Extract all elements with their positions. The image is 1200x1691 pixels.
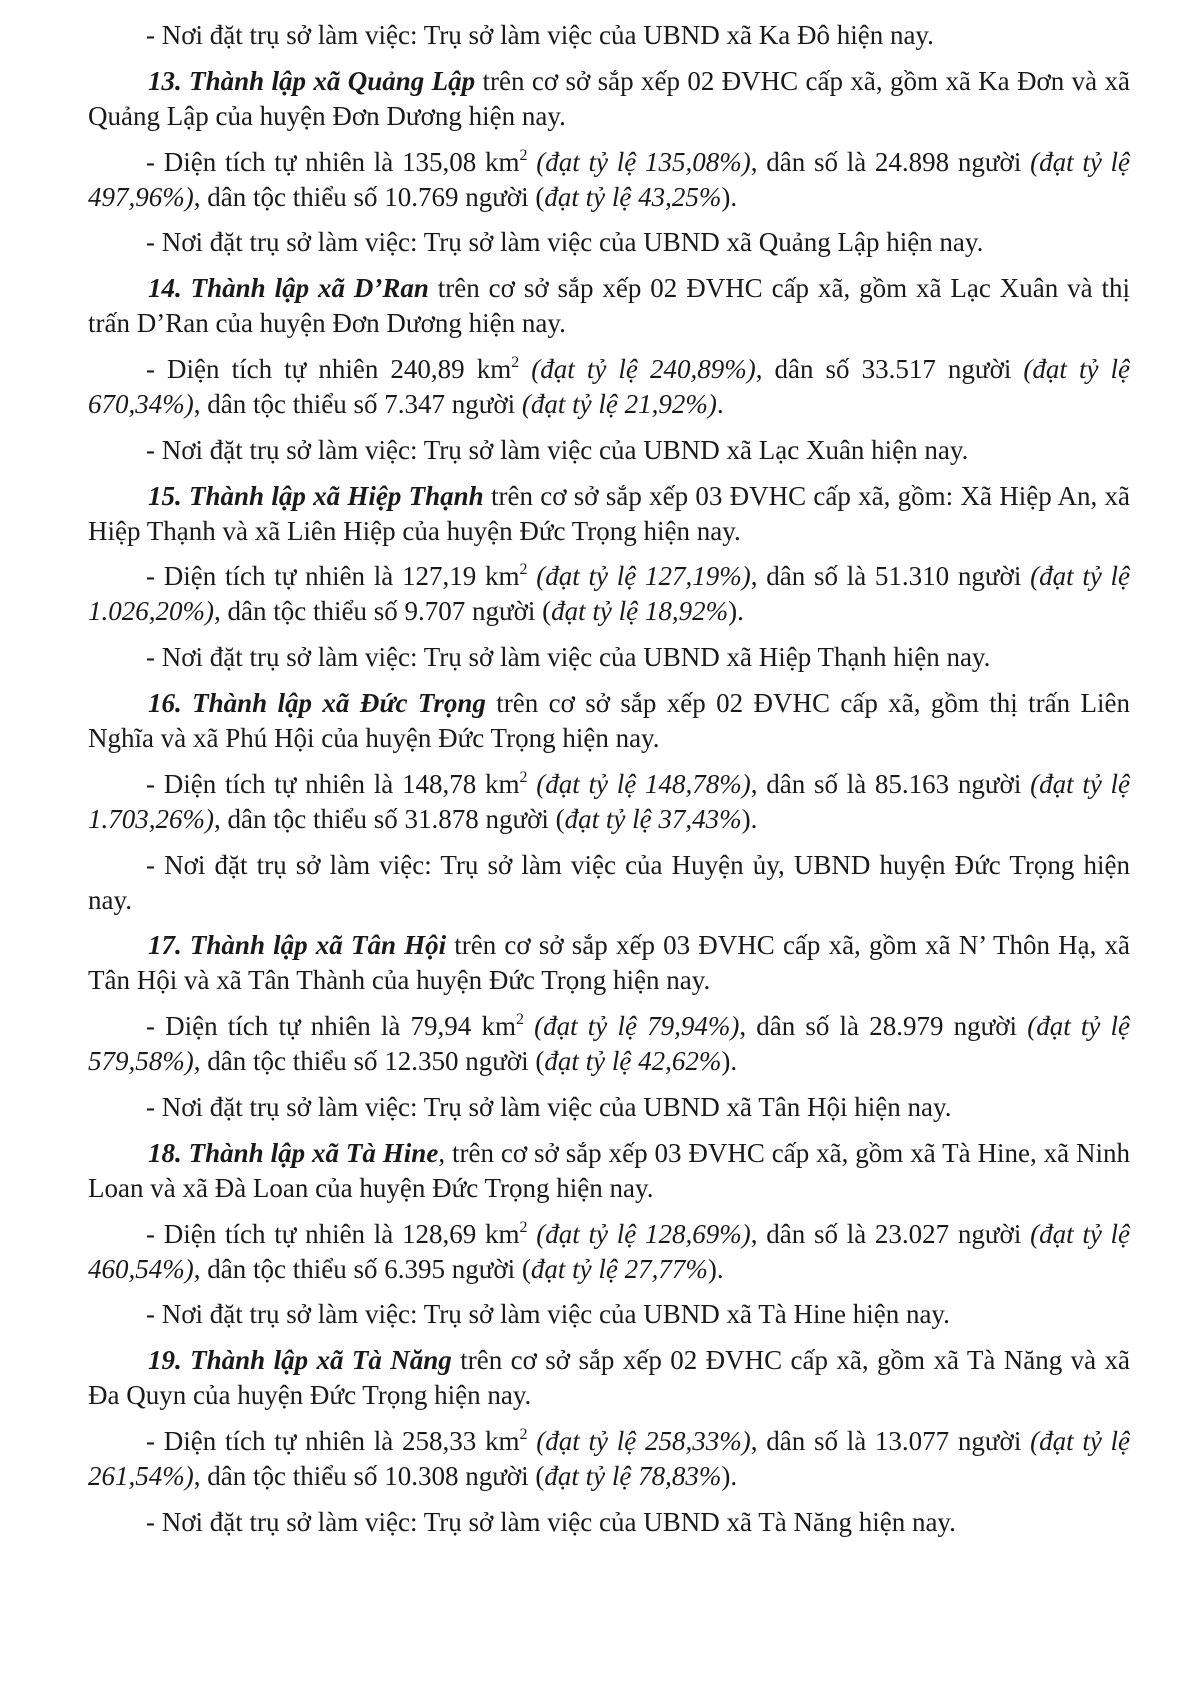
population-text: , dân số 33.517 người	[755, 353, 1024, 384]
population-rate: (đạt tỷ lệ 1.703,26%)	[88, 768, 1131, 834]
office-paragraph: - Nơi đặt trụ sở làm việc: Trụ sở làm việc của UBND xã Hiệp Thạnh hiện nay.	[146, 642, 991, 673]
sections-container	[88, 64, 1130, 1540]
section-heading: 18. Thành lập xã Tà Hine	[148, 1137, 439, 1168]
section-intro: trên cơ sở sắp xếp 02 ĐVHC cấp xã, gồm xã Lạc Xuân và thị trấn D’Ran của huyện Đơn Dương hiện nay.	[88, 273, 1130, 339]
ethnic-rate: (đạt tỷ lệ 21,92%)	[521, 388, 717, 419]
area-rate: (đạt tỷ lệ 135,08%)	[536, 146, 751, 177]
ethnic-text: , dân tộc thiểu số 10.769 người (	[193, 181, 545, 212]
ethnic-text: , dân tộc thiểu số 9.707 người (	[213, 596, 552, 627]
section-heading-paragraph	[88, 1136, 1130, 1206]
population-rate: (đạt tỷ lệ 497,96%)	[88, 146, 1131, 212]
area-unit-superscript: 2	[519, 561, 528, 579]
area-rate: (đạt tỷ lệ 79,94%)	[534, 1011, 740, 1042]
area-text: - Diện tích tự nhiên là 128,69 km	[146, 1218, 520, 1249]
section-heading: 15. Thành lập xã Hiệp Thạnh	[148, 480, 484, 511]
area-unit-superscript: 2	[519, 1218, 528, 1236]
ethnic-text: , dân tộc thiểu số 31.878 người (	[213, 803, 565, 834]
area-text: - Diện tích tự nhiên là 135,08 km	[146, 146, 520, 177]
section-heading: 19. Thành lập xã Tà Năng	[148, 1345, 452, 1376]
section-intro: trên cơ sở sắp xếp 02 ĐVHC cấp xã, gồm thị trấn Liên Nghĩa và xã Phú Hội của huyện Đức Trọng hiện nay.	[88, 687, 1130, 753]
ethnic-rate: đạt tỷ lệ 43,25%	[544, 181, 722, 212]
section-heading-paragraph	[88, 64, 1130, 134]
office-paragraph: - Nơi đặt trụ sở làm việc: Trụ sở làm việc của UBND xã Lạc Xuân hiện nay.	[146, 434, 969, 465]
stats-end: ).	[741, 803, 758, 834]
section-heading-paragraph	[88, 686, 1130, 756]
area-unit-superscript: 2	[519, 1425, 528, 1443]
population-text: , dân số là 23.027 người	[750, 1218, 1031, 1249]
ethnic-text: , dân tộc thiểu số 6.395 người (	[193, 1253, 531, 1284]
section-intro: trên cơ sở sắp xếp 03 ĐVHC cấp xã, gồm xã N’ Thôn Hạ, xã Tân Hội và xã Tân Thành của huyện Đức Trọng hiện nay.	[88, 930, 1130, 996]
population-rate: (đạt tỷ lệ 460,54%)	[88, 1218, 1131, 1284]
stats-paragraph	[88, 559, 1130, 629]
section-intro: , trên cơ sở sắp xếp 03 ĐVHC cấp xã, gồm xã Tà Hine, xã Ninh Loan và xã Đà Loan của huyện Đức Trọng hiện nay.	[88, 1137, 1130, 1203]
area-unit-superscript: 2	[515, 1011, 524, 1029]
area-text: - Diện tích tự nhiên là 127,19 km	[146, 561, 520, 592]
section-heading-paragraph	[88, 928, 1130, 998]
section	[88, 479, 1130, 676]
stats-paragraph	[88, 352, 1130, 422]
section-heading: 13. Thành lập xã Quảng Lập	[148, 65, 476, 96]
area-unit-superscript: 2	[511, 353, 520, 371]
population-rate: (đạt tỷ lệ 261,54%)	[88, 1425, 1131, 1491]
office-paragraph-ka-do: - Nơi đặt trụ sở làm việc: Trụ sở làm việc của UBND xã Ka Đô hiện nay.	[146, 20, 934, 50]
ethnic-rate: đạt tỷ lệ 78,83%	[544, 1460, 722, 1491]
area-text: - Diện tích tự nhiên là 258,33 km	[146, 1425, 520, 1456]
section-intro: trên cơ sở sắp xếp 02 ĐVHC cấp xã, gồm xã Ka Đơn và xã Quảng Lập của huyện Đơn Dương hiện nay.	[88, 65, 1130, 131]
stats-paragraph	[88, 1009, 1130, 1079]
section-heading: 16. Thành lập xã Đức Trọng	[148, 687, 486, 718]
section-heading-paragraph	[88, 271, 1130, 341]
section-heading: 14. Thành lập xã D’Ran	[148, 273, 429, 304]
section-heading-paragraph	[88, 1343, 1130, 1413]
stats-end: ).	[721, 181, 738, 212]
stats-paragraph	[88, 1424, 1130, 1494]
section-intro: trên cơ sở sắp xếp 02 ĐVHC cấp xã, gồm xã Tà Năng và xã Đa Quyn của huyện Đức Trọng hiện nay.	[88, 1345, 1130, 1411]
ethnic-text: , dân tộc thiểu số 7.347 người	[193, 388, 522, 419]
area-unit-superscript: 2	[519, 146, 528, 164]
stats-end: .	[716, 388, 724, 419]
section	[88, 1136, 1130, 1333]
section-intro: trên cơ sở sắp xếp 03 ĐVHC cấp xã, gồm: Xã Hiệp An, xã Hiệp Thạnh và xã Liên Hiệp của huyện Đức Trọng hiện nay.	[88, 480, 1130, 546]
section-heading: 17. Thành lập xã Tân Hội	[148, 930, 447, 961]
stats-paragraph	[88, 767, 1130, 837]
area-rate: (đạt tỷ lệ 127,19%)	[536, 561, 751, 592]
section	[88, 928, 1130, 1125]
population-text: , dân số là 28.979 người	[739, 1011, 1028, 1042]
population-text: , dân số là 51.310 người	[750, 561, 1031, 592]
population-rate: (đạt tỷ lệ 579,58%)	[88, 1011, 1130, 1077]
area-rate: (đạt tỷ lệ 148,78%)	[536, 768, 751, 799]
ethnic-text: , dân tộc thiểu số 10.308 người (	[193, 1460, 545, 1491]
area-rate: (đạt tỷ lệ 240,89%)	[531, 353, 756, 384]
population-text: , dân số là 24.898 người	[750, 146, 1031, 177]
stats-end: ).	[707, 1253, 724, 1284]
population-rate: (đạt tỷ lệ 1.026,20%)	[88, 561, 1131, 627]
ethnic-rate: đạt tỷ lệ 42,62%	[544, 1046, 722, 1077]
area-text: - Diện tích tự nhiên 240,89 km	[146, 353, 512, 384]
stats-end: ).	[721, 1046, 738, 1077]
stats-end: ).	[728, 596, 744, 627]
section	[88, 271, 1130, 468]
population-text: , dân số là 85.163 người	[750, 768, 1031, 799]
stats-paragraph	[88, 145, 1130, 215]
ethnic-rate: đạt tỷ lệ 27,77%	[530, 1253, 708, 1284]
office-paragraph: - Nơi đặt trụ sở làm việc: Trụ sở làm việc của UBND xã Tân Hội hiện nay.	[146, 1091, 952, 1122]
section	[88, 64, 1130, 261]
ethnic-text: , dân tộc thiểu số 12.350 người (	[193, 1046, 545, 1077]
area-unit-superscript: 2	[519, 768, 528, 786]
ethnic-rate: đạt tỷ lệ 18,92%	[551, 596, 729, 627]
stats-paragraph	[88, 1217, 1130, 1287]
section	[88, 1343, 1130, 1540]
area-text: - Diện tích tự nhiên là 79,94 km	[146, 1011, 516, 1042]
population-text: , dân số là 13.077 người	[750, 1425, 1031, 1456]
section	[88, 686, 1130, 918]
office-paragraph: - Nơi đặt trụ sở làm việc: Trụ sở làm việc của UBND xã Tà Hine hiện nay.	[146, 1299, 950, 1330]
population-rate: (đạt tỷ lệ 670,34%)	[88, 353, 1131, 419]
ethnic-rate: đạt tỷ lệ 37,43%	[564, 803, 742, 834]
area-rate: (đạt tỷ lệ 128,69%)	[536, 1218, 751, 1249]
office-paragraph: - Nơi đặt trụ sở làm việc: Trụ sở làm việc của UBND xã Quảng Lập hiện nay.	[146, 227, 984, 258]
area-text: - Diện tích tự nhiên là 148,78 km	[146, 768, 520, 799]
office-paragraph: - Nơi đặt trụ sở làm việc: Trụ sở làm việc của Huyện ủy, UBND huyện Đức Trọng hiện nay.	[88, 849, 1130, 915]
stats-end: ).	[721, 1460, 738, 1491]
office-paragraph: - Nơi đặt trụ sở làm việc: Trụ sở làm việc của UBND xã Tà Năng hiện nay.	[146, 1506, 956, 1537]
area-rate: (đạt tỷ lệ 258,33%)	[536, 1425, 751, 1456]
section-heading-paragraph	[88, 479, 1130, 549]
